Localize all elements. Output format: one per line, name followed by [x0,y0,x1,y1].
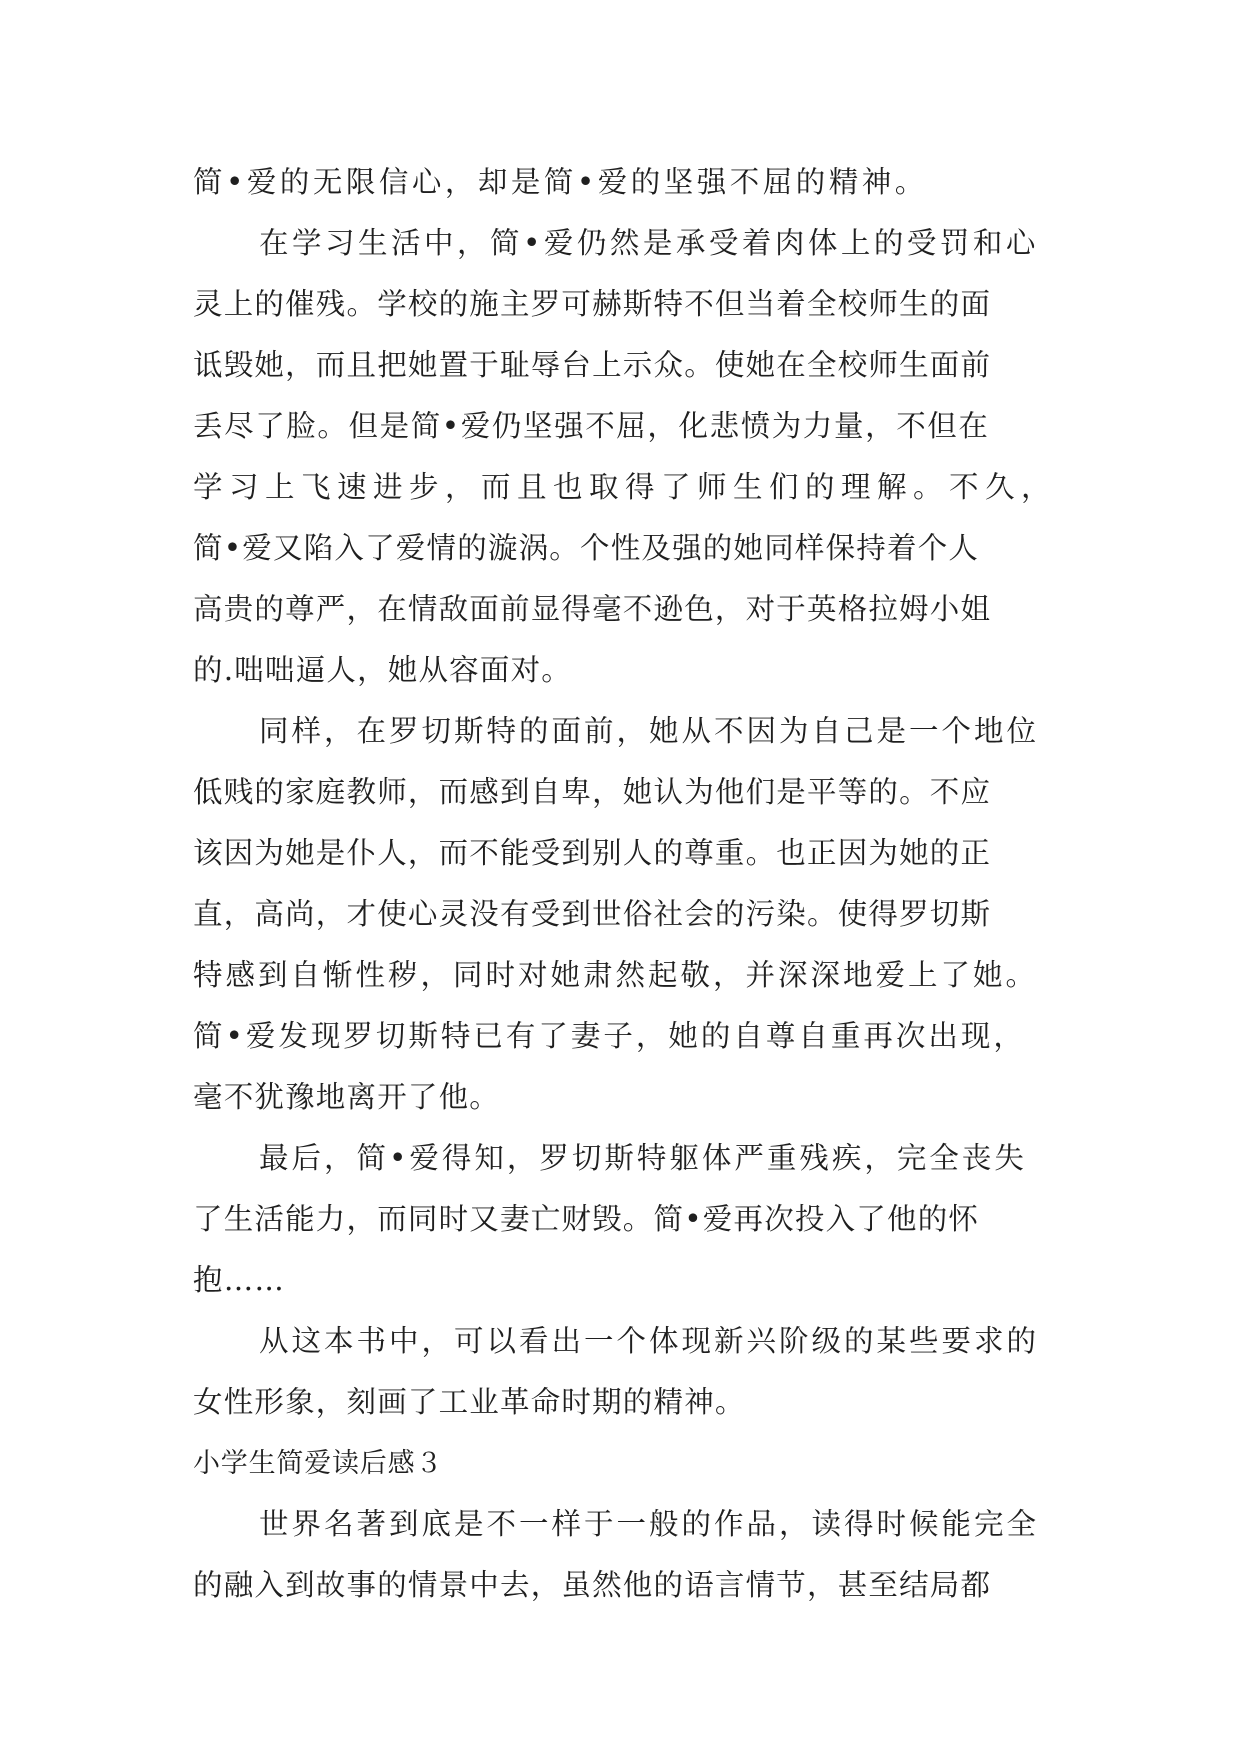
paragraph-line: 诋毁她，而且把她置于耻辱台上示众。使她在全校师生面前 [193,348,992,382]
paragraph-line: 女性形象，刻画了工业革命时期的精神。 [193,1385,746,1419]
paragraph-line: 特感到自惭性秽，同时对她肃然起敬，并深深地爱上了她。 [193,958,1039,992]
paragraph-line: 抱…… [193,1263,286,1297]
paragraph-line: 丢尽了脸。但是简•爱仍坚强不屈，化悲愤为力量，不但在 [193,409,990,443]
paragraph-line: 的.咄咄逼人，她从容面对。 [193,653,572,687]
paragraph-line: 从这本书中，可以看出一个体现新兴阶级的某些要求的 [259,1324,1040,1358]
paragraph-line: 学习上飞速进步，而且也取得了师生们的理解。不久， [193,470,1058,504]
paragraph-line: 简•爱发现罗切斯特已有了妻子，她的自尊自重再次出现， [193,1019,1026,1053]
paragraph-line: 在学习生活中，简•爱仍然是承受着肉体上的受罚和心 [259,226,1039,260]
paragraph-line: 简•爱的无限信心，却是简•爱的坚强不屈的精神。 [193,165,928,199]
paragraph-line: 世界名著到底是不一样于一般的作品，读得时候能完全 [259,1507,1040,1541]
paragraph-line: 了生活能力，而同时又妻亡财毁。简•爱再次投入了他的怀 [193,1202,980,1236]
paragraph-line: 灵上的催残。学校的施主罗可赫斯特不但当着全校师生的面 [193,287,992,321]
paragraph-line: 毫不犹豫地离开了他。 [193,1080,501,1114]
paragraph-line: 同样，在罗切斯特的面前，她从不因为自己是一个地位 [259,714,1040,748]
paragraph-line: 简•爱又陷入了爱情的漩涡。个性及强的她同样保持着个人 [193,531,980,565]
paragraph-line: 的融入到故事的情景中去，虽然他的语言情节，甚至结局都 [193,1568,992,1602]
paragraph-line: 直，高尚，才使心灵没有受到世俗社会的污染。使得罗切斯 [193,897,992,931]
document-page [193,152,1061,1616]
body-text [193,152,1061,1616]
paragraph-line: 高贵的尊严，在情敌面前显得毫不逊色，对于英格拉姆小姐 [193,592,992,626]
section-heading: 小学生简爱读后感３ [193,1448,444,1479]
paragraph-line: 该因为她是仆人，而不能受到别人的尊重。也正因为她的正 [193,836,992,870]
paragraph-line: 最后，简•爱得知，罗切斯特躯体严重残疾，完全丧失 [259,1141,1027,1175]
paragraph-line: 低贱的家庭教师，而感到自卑，她认为他们是平等的。不应 [193,775,992,809]
